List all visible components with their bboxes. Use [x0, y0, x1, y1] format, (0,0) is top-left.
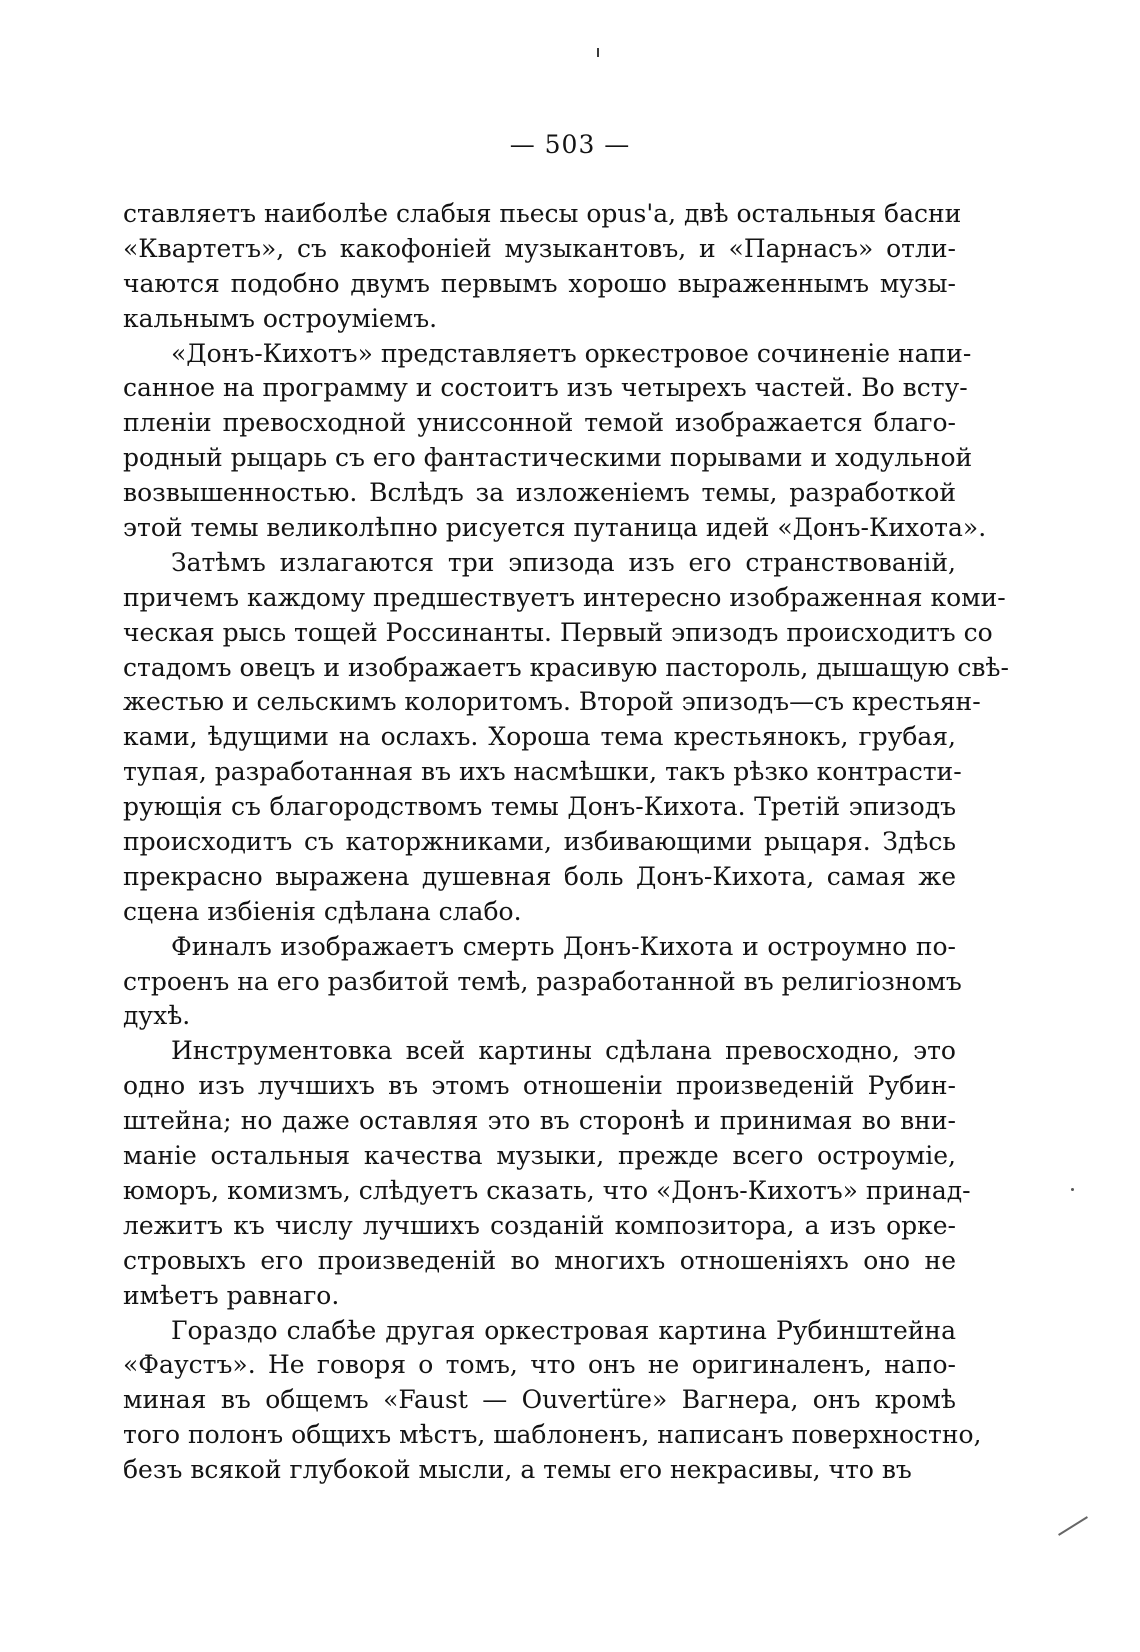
text-line: «Донъ-Кихотъ» представляетъ оркестровое сочиненіе напи- — [171, 338, 972, 368]
text-line: ставляетъ наиболѣе слабыя пьесы opus'а, двѣ остальныя басни — [123, 199, 962, 228]
text-line: ками, ѣдущими на ослахъ. Хороша тема крестьянокъ, грубая, — [123, 722, 956, 752]
text-line: строенъ на его разбитой темѣ, разработанной въ религіозномъ — [123, 966, 962, 996]
text-line: возвышенностью. Вслѣдъ за изложеніемъ темы, разработкой — [123, 478, 956, 508]
page-number: — 503 — — [509, 130, 631, 159]
paragraph — [123, 546, 1009, 930]
text-line: тупая, разработанная въ ихъ насмѣшки, такъ рѣзко контрасти- — [123, 757, 962, 787]
text-line: Гораздо слабѣе другая оркестровая картина Рубинштейна — [171, 1315, 956, 1345]
text-line: одно изъ лучшихъ въ этомъ отношеніи произведеній Рубин- — [123, 1071, 956, 1101]
paragraph — [123, 930, 962, 1035]
text-line: этой темы великолѣпно рисуется путаница идей «Донъ-Кихота». — [123, 513, 987, 543]
paragraph — [123, 1314, 982, 1488]
text-line: кальнымъ остроуміемъ. — [123, 303, 438, 333]
text-line: штейна; но даже оставляя это въ сторонѣ и принимая во вни- — [123, 1106, 956, 1136]
text-line: сцена избіенія сдѣлана слабо. — [123, 896, 522, 926]
page-text — [123, 197, 1009, 1488]
text-line: «Квартетъ», съ какофоніей музыкантовъ, и «Парнасъ» отли- — [123, 233, 956, 263]
text-line: причемъ каждому предшествуетъ интересно изображенная коми- — [123, 582, 1006, 612]
text-line: санное на программу и состоитъ изъ четырехъ частей. Во всту- — [123, 373, 968, 403]
text-line: рующія съ благородствомъ темы Донъ-Кихота. Третій эпизодъ — [123, 792, 956, 822]
margin-dot — [1071, 1188, 1074, 1191]
paragraph — [123, 337, 987, 546]
text-line: стровыхъ его произведеній во многихъ отношеніяхъ оно не — [123, 1245, 956, 1275]
text-line: Инструментовка всей картины сдѣлана превосходно, это — [171, 1036, 956, 1066]
text-line: Затѣмъ излагаются три эпизода изъ его странствованій, — [171, 547, 956, 577]
text-line: стадомъ овецъ и изображаетъ красивую пастороль, дышащую свѣ- — [123, 652, 1009, 682]
print-mark — [597, 48, 599, 57]
text-line: происходитъ съ каторжниками, избивающими рыцаря. Здѣсь — [123, 827, 956, 857]
text-line: родный рыцарь съ его фантастическими порывами и ходульной — [123, 443, 973, 473]
text-line: духѣ. — [123, 1001, 191, 1031]
text-line: жестью и сельскимъ колоритомъ. Второй эпизодъ—съ крестьян- — [123, 687, 981, 717]
text-line: того полонъ общихъ мѣстъ, шаблоненъ, написанъ поверхностно, — [123, 1420, 982, 1450]
text-line: Финалъ изображаетъ смерть Донъ-Кихота и остроумно по- — [171, 931, 956, 961]
paragraph — [123, 1034, 971, 1313]
text-line: юморъ, комизмъ, слѣдуетъ сказать, что «Донъ-Кихотъ» принад- — [123, 1175, 971, 1205]
text-line: маніе остальныя качества музыки, прежде всего остроуміе, — [123, 1141, 956, 1171]
margin-pencil-mark — [1058, 1516, 1088, 1536]
text-line: миная въ общемъ «Faust — Ouvertüre» Вагнера, онъ кромѣ — [123, 1385, 956, 1415]
paragraph — [123, 197, 962, 337]
text-line: «Фаустъ». Не говоря о томъ, что онъ не оригиналенъ, напо- — [123, 1350, 956, 1380]
text-line: лежитъ къ числу лучшихъ созданій композитора, а изъ орке- — [123, 1210, 956, 1240]
text-line: имѣетъ равнаго. — [123, 1280, 340, 1310]
text-line: чаются подобно двумъ первымъ хорошо выраженнымъ музы- — [123, 268, 956, 298]
text-line: прекрасно выражена душевная боль Донъ-Кихота, самая же — [123, 861, 956, 891]
text-line: ческая рысь тощей Россинанты. Первый эпизодъ происходитъ со — [123, 617, 993, 647]
text-line: безъ всякой глубокой мысли, а темы его некрасивы, что въ — [123, 1455, 912, 1485]
text-line: пленіи превосходной униссонной темой изображается благо- — [123, 408, 956, 438]
